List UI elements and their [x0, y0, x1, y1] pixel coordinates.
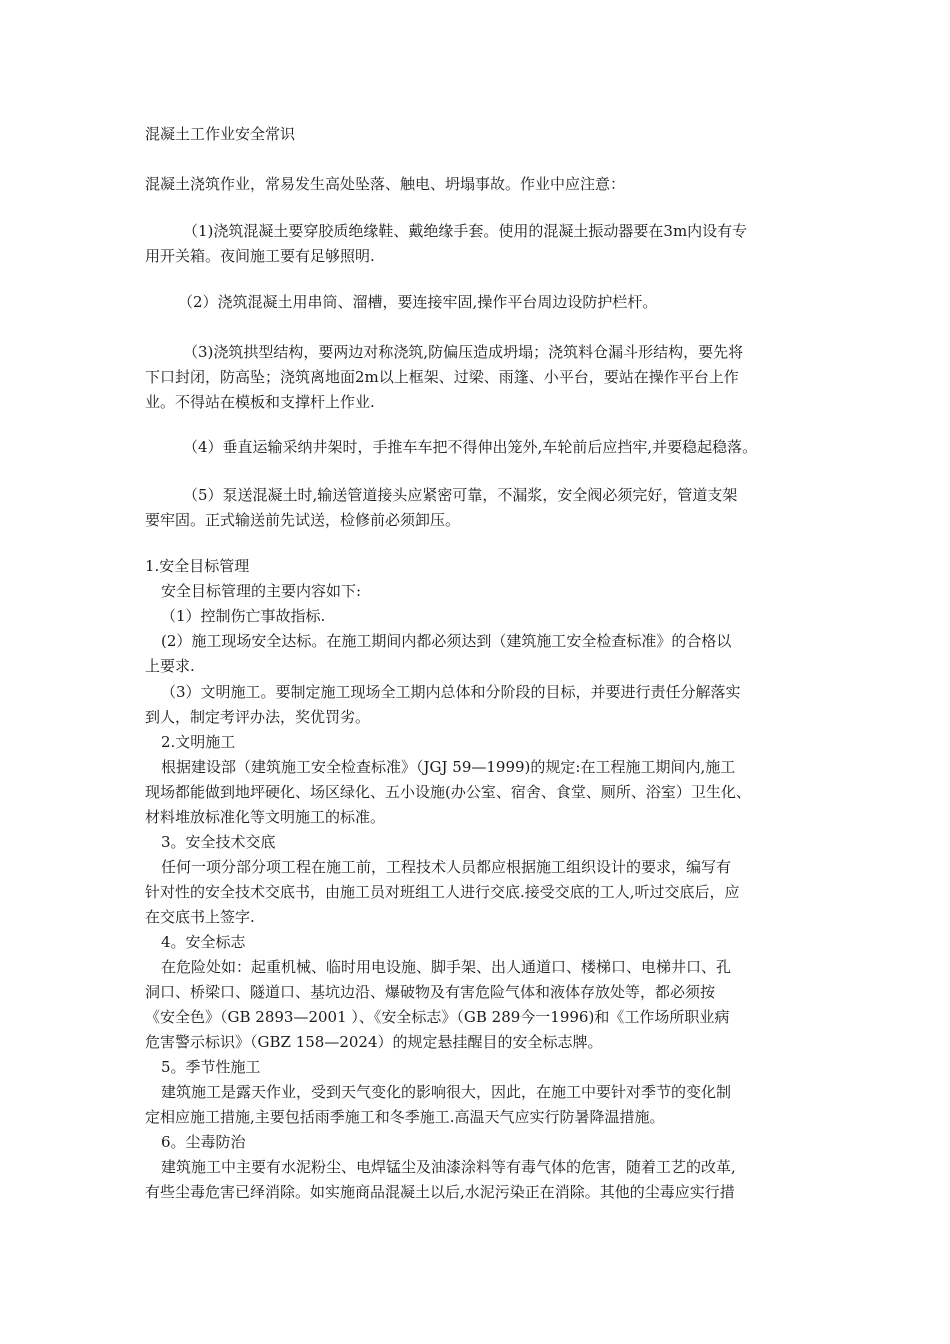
- item-5-line-2: 要牢固。正式输送前先试送，检修前必须卸压。: [145, 511, 461, 529]
- document-title: 混凝土工作业安全常识: [145, 125, 296, 143]
- item-3-line-1: （3)浇筑拱型结构，要两边对称浇筑,防偏压造成坍塌；浇筑料仓漏斗形结构，要先将: [183, 343, 744, 361]
- section-3-line-1: 任何一项分部分项工程在施工前，工程技术人员都应根据施工组织设计的要求，编写有: [161, 858, 732, 876]
- section-1-line-2: （1）控制伤亡事故指标.: [161, 607, 326, 625]
- item-5-line-1: （5）泵送混凝土时,输送管道接头应紧密可靠，不漏浆，安全阀必须完好，管道支架: [183, 486, 738, 504]
- section-5-heading: 5。季节性施工: [161, 1058, 261, 1076]
- section-1-line-6: 到人，制定考评办法，奖优罚劣。: [145, 708, 371, 726]
- section-6-line-1: 建筑施工中主要有水泥粉尘、电焊锰尘及油漆涂料等有毒气体的危害，随着工艺的改革,: [161, 1158, 736, 1176]
- section-4-line-1: 在危险处如：起重机械、临时用电设施、脚手架、出人通道口、楼梯口、电梯井口、孔: [161, 958, 732, 976]
- section-1-line-3: (2）施工现场安全达标。在施工期间内都必须达到（建筑施工安全检查标准》的合格以: [161, 632, 732, 650]
- section-5-line-2: 定相应施工措施,主要包括雨季施工和冬季施工.高温天气应实行防暑降温措施。: [145, 1108, 665, 1126]
- section-1-line-5: （3）文明施工。要制定施工现场全工期内总体和分阶段的目标，并要进行责任分解落实: [161, 683, 741, 701]
- section-4-line-3: 《安全色》（GB 2893—2001 ）、《安全标志》（GB 289今一1996)和《工作场所职业病: [145, 1008, 730, 1026]
- section-3-heading: 3。安全技术交底: [161, 833, 276, 851]
- item-2-line-1: （2）浇筑混凝土用串筒、溜槽，要连接牢固,操作平台周边设防护栏杆。: [178, 293, 658, 311]
- section-6-heading: 6。尘毒防治: [161, 1133, 246, 1151]
- section-2-line-3: 材料堆放标准化等文明施工的标准。: [145, 808, 386, 826]
- section-1-line-1: 安全目标管理的主要内容如下:: [161, 582, 362, 600]
- item-3-line-3: 业。不得站在模板和支撑杆上作业.: [145, 393, 375, 411]
- section-1-line-4: 上要求.: [145, 657, 195, 675]
- section-3-line-3: 在交底书上签字.: [145, 908, 255, 926]
- section-2-line-2: 现场都能做到地坪硬化、场区绿化、五小设施(办公室、宿舍、食堂、厕所、浴室）卫生化、: [145, 783, 751, 801]
- section-4-heading: 4。安全标志: [161, 933, 246, 951]
- item-4-line-1: （4）垂直运输采纳井架时，手推车车把不得伸出笼外,车轮前后应挡牢,并要稳起稳落。: [183, 438, 758, 456]
- section-6-line-2: 有些尘毒危害已绎消除。如实施商品混凝土以后,水泥污染正在消除。其他的尘毒应实行措: [145, 1183, 735, 1201]
- section-1-heading: 1.安全目标管理: [145, 557, 250, 575]
- section-4-line-2: 洞口、桥梁口、隧道口、基坑边沿、爆破物及有害危险气体和液体存放处等，都必须按: [145, 983, 716, 1001]
- section-2-line-1: 根据建设部（建筑施工安全检查标准》（JGJ 59—1999)的规定:在工程施工期间内,施工: [161, 758, 736, 776]
- section-4-line-4: 危害警示标识》（GBZ 158—2024）的规定悬挂醒目的安全标志牌。: [145, 1033, 603, 1051]
- item-1-line-1: （1)浇筑混凝土要穿胶质绝缘鞋、戴绝缘手套。使用的混凝土振动器要在3m内设有专: [183, 222, 748, 240]
- item-3-line-2: 下口封闭，防高坠；浇筑离地面2m以上框架、过梁、雨篷、小平台，要站在操作平台上作: [145, 368, 739, 386]
- section-2-heading: 2.文明施工: [161, 733, 236, 751]
- intro-paragraph: 混凝土浇筑作业，常易发生高处坠落、触电、坍塌事故。作业中应注意：: [145, 175, 626, 193]
- section-3-line-2: 针对性的安全技术交底书，由施工员对班组工人进行交底.接受交底的工人,听过交底后，应: [145, 883, 740, 901]
- item-1-line-2: 用开关箱。夜间施工要有足够照明.: [145, 247, 375, 265]
- section-5-line-1: 建筑施工是露天作业，受到天气变化的影响很大，因此，在施工中要针对季节的变化制: [161, 1083, 732, 1101]
